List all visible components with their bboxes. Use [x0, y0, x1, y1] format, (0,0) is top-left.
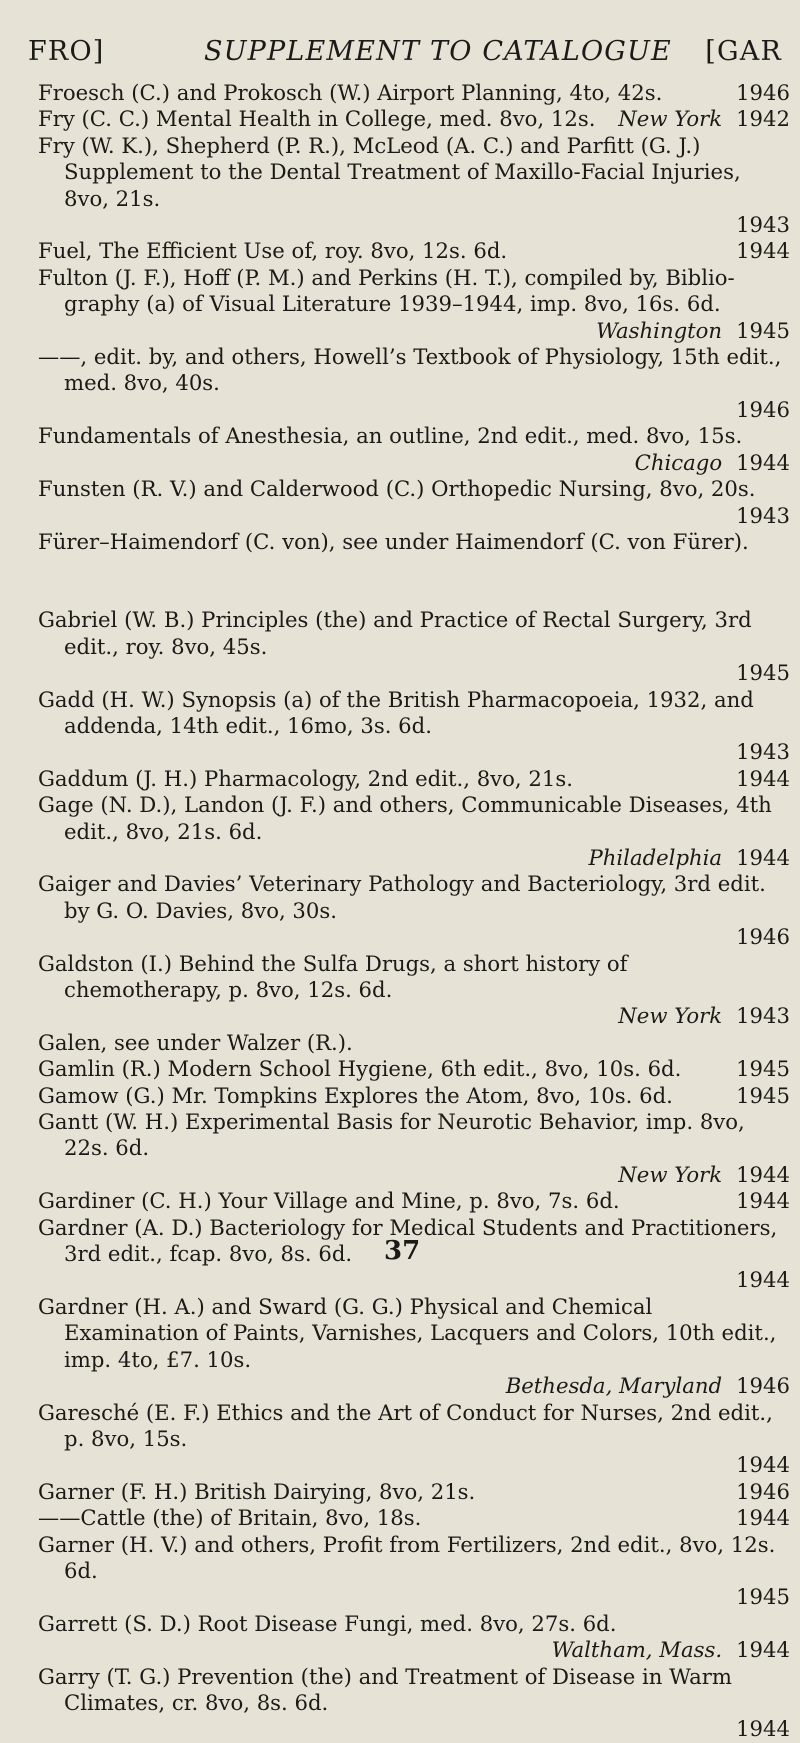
entry-text: Gardiner (C. H.) Your Village and Mine, p. 8vo, 7s. 6d. [38, 1188, 620, 1214]
catalogue-entry [38, 1479, 790, 1505]
entry-imprint [64, 1716, 790, 1742]
entry-imprint [64, 503, 790, 529]
entry-text: Fürer–Haimendorf (C. von), see under Haimendorf (C. von Fürer). [38, 528, 749, 554]
entry-year: 1944 [736, 1452, 790, 1478]
entry-imprint [64, 924, 790, 950]
entry-year: 1944 [736, 238, 790, 264]
entry-imprint [64, 1584, 790, 1610]
entry-place: Washington [596, 317, 723, 343]
entry-imprint [64, 1637, 790, 1663]
entry-year: 1942 [736, 106, 790, 132]
entry-text: Garner (F. H.) British Dairying, 8vo, 21s. [38, 1478, 476, 1504]
entry-text: Gabriel (W. B.) Principles (the) and Practice of Rectal Surgery, 3rd edit., roy. 8vo, 45s. [38, 607, 752, 659]
entry-year: 1946 [736, 80, 790, 105]
entry-year: 1944 [736, 1637, 790, 1663]
catalogue-entry [38, 1400, 790, 1479]
entry-year: 1946 [736, 1478, 790, 1504]
entry-text: Fry (C. C.) Mental Health in College, med. 8vo, 12s. [38, 106, 596, 132]
entry-place: New York [618, 1003, 723, 1029]
entry-text: Gardner (H. A.) and Sward (G. G.) Physical and Chemical Examination of Paints, Varnishes, Lacquers and Colors, 10th edit., imp. 4to, £7. 10s. [38, 1293, 777, 1372]
entry-year: 1945 [736, 1082, 790, 1108]
catalogue-entry [38, 607, 790, 686]
entry-text: Garrett (S. D.) Root Disease Fungi, med. 8vo, 27s. 6d. [38, 1610, 617, 1636]
entry-place: Waltham, Mass. [551, 1637, 723, 1663]
entry-place: New York [618, 1161, 723, 1187]
entry-text: Gantt (W. H.) Experimental Basis for Neurotic Behavior, imp. 8vo, 22s. 6d. [38, 1109, 745, 1161]
catalogue-entry [38, 687, 790, 766]
entry-imprint [64, 1452, 790, 1478]
entry-year: 1943 [736, 212, 790, 238]
entry-imprint [64, 660, 790, 686]
entry-imprint [736, 1082, 790, 1109]
entry-imprint [64, 845, 790, 871]
running-header [28, 26, 788, 76]
section-g [38, 607, 790, 1742]
entry-text: Fuel, The Efficient Use of, roy. 8vo, 12s. 6d. [38, 238, 508, 264]
entry-year: 1943 [736, 1003, 790, 1029]
entry-text: Gaddum (J. H.) Pharmacology, 2nd edit., 8vo, 21s. [38, 765, 573, 791]
entry-text: Fulton (J. F.), Hoff (P. M.) and Perkins (H. T.), compiled by, Biblio-graphy (a) of Visual Literature 1939–1944, imp. 8vo, 16s. 6d. [38, 264, 735, 317]
entry-year: 1944 [736, 1716, 790, 1742]
section-f [38, 80, 790, 555]
entry-imprint [736, 765, 790, 792]
entry-imprint [64, 318, 790, 344]
catalogue-entry [38, 951, 790, 1030]
entry-year: 1946 [736, 924, 790, 950]
entry-text: Gamlin (R.) Modern School Hygiene, 6th edit., 8vo, 10s. 6d. [38, 1056, 682, 1082]
header-right: [GAR [705, 36, 782, 67]
entry-text: Funsten (R. V.) and Calderwood (C.) Orthopedic Nursing, 8vo, 20s. [38, 476, 756, 502]
catalogue-entry [38, 1109, 790, 1188]
entry-text: Garry (T. G.) Prevention (the) and Treatment of Disease in Warm Climates, cr. 8vo, 8s. 6d. [38, 1663, 732, 1715]
header-left: FRO] [28, 36, 105, 67]
entry-year: 1943 [736, 502, 790, 528]
entry-imprint [618, 106, 790, 132]
entry-text: Gaiger and Davies’ Veterinary Pathology and Bacteriology, 3rd edit. by G. O. Davies, 8vo, 30s. [38, 871, 766, 923]
catalogue-entry [38, 265, 790, 344]
entry-imprint [736, 1188, 790, 1214]
page-number: 37 [384, 1236, 421, 1266]
entry-text: Fry (W. K.), Shepherd (P. R.), McLeod (A. C.) and Parfitt (G. J.) Supplement to the Dental Treatment of Maxillo-Facial Injuries, 8vo, 21s. [38, 132, 741, 211]
entry-year: 1944 [736, 1267, 790, 1293]
section-gap [38, 555, 790, 607]
entry-text: Galdston (I.) Behind the Sulfa Drugs, a short history of chemotherapy, p. 8vo, 12s. 6d. [38, 950, 628, 1002]
entry-year: 1944 [736, 765, 790, 791]
entry-year: 1944 [736, 1188, 790, 1214]
catalogue-entry [38, 80, 790, 106]
entry-text: Gamow (G.) Mr. Tompkins Explores the Atom, 8vo, 10s. 6d. [38, 1082, 673, 1108]
entry-imprint [64, 450, 790, 476]
entry-year: 1944 [736, 1505, 790, 1531]
entry-text: Galen, see under Walzer (R.). [38, 1029, 353, 1055]
catalogue-entry [38, 133, 790, 239]
catalogue-entry [38, 1083, 790, 1109]
entry-year: 1943 [736, 739, 790, 765]
catalogue-entry [38, 106, 790, 132]
catalogue-entry [38, 1664, 790, 1743]
catalogue-entry [38, 423, 790, 476]
entry-imprint [736, 1056, 790, 1082]
entry-place: Chicago [634, 449, 723, 475]
entry-text: Froesch (C.) and Prokosch (W.) Airport Planning, 4to, 42s. [38, 80, 663, 105]
catalogue-entry [38, 1505, 790, 1531]
catalogue-entry [38, 1188, 790, 1214]
entry-text: Gage (N. D.), Landon (J. F.) and others, Communicable Diseases, 4th edit., 8vo, 21s. 6d. [38, 792, 772, 844]
entry-imprint [64, 1267, 790, 1293]
entry-year: 1945 [736, 1056, 790, 1082]
entry-text: ——, edit. by, and others, Howell’s Textbook of Physiology, 15th edit., med. 8vo, 40s. [38, 344, 782, 396]
entry-year: 1944 [736, 1161, 790, 1187]
entry-year: 1945 [736, 1584, 790, 1610]
entry-place: New York [618, 106, 723, 132]
catalogue-entry [38, 1294, 790, 1400]
entry-imprint [64, 397, 790, 423]
catalogue-entry [38, 344, 790, 423]
entry-imprint [64, 1003, 790, 1029]
catalogue-entry [38, 529, 790, 555]
entry-text: Fundamentals of Anesthesia, an outline, 2nd edit., med. 8vo, 15s. [38, 423, 743, 449]
entry-text: Garner (H. V.) and others, Profit from Fertilizers, 2nd edit., 8vo, 12s. 6d. [38, 1531, 776, 1583]
entry-year: 1945 [736, 660, 790, 686]
entry-imprint [736, 1478, 790, 1505]
catalogue-entry [38, 792, 790, 871]
entry-year: 1944 [736, 449, 790, 475]
entry-text: Gardner (A. D.) Bacteriology for Medical Students and Practitioners, 3rd edit., fcap. 8vo, 8s. 6d. [38, 1214, 778, 1267]
entry-imprint [736, 1505, 790, 1531]
entry-imprint [736, 80, 790, 106]
entry-place: Philadelphia [588, 844, 723, 870]
catalogue-entry [38, 766, 790, 792]
entry-year: 1946 [736, 1373, 790, 1399]
catalogue-entries [38, 80, 790, 1743]
entry-text: Gadd (H. W.) Synopsis (a) of the British Pharmacopoeia, 1932, and addenda, 14th edit., 16mo, 3s. 6d. [38, 686, 754, 738]
catalogue-entry [38, 1056, 790, 1082]
header-title: SUPPLEMENT TO CATALOGUE [204, 36, 672, 67]
catalogue-entry [38, 238, 790, 264]
entry-imprint [64, 1373, 790, 1399]
entry-year: 1945 [736, 317, 790, 343]
entry-imprint [64, 212, 790, 238]
catalogue-entry [38, 1532, 790, 1611]
entry-imprint [64, 1162, 790, 1188]
entry-place: Bethesda, Maryland [505, 1373, 723, 1399]
entry-text: Garesché (E. F.) Ethics and the Art of Conduct for Nurses, 2nd edit., p. 8vo, 15s. [38, 1399, 773, 1451]
entry-year: 1946 [736, 396, 790, 422]
entry-imprint [64, 739, 790, 765]
entry-text: ——Cattle (the) of Britain, 8vo, 18s. [38, 1505, 422, 1531]
entry-imprint [736, 238, 790, 264]
catalogue-entry [38, 1030, 790, 1056]
catalogue-entry [38, 871, 790, 950]
catalogue-entry [38, 1611, 790, 1664]
catalogue-entry [38, 476, 790, 529]
entry-year: 1944 [736, 844, 790, 870]
